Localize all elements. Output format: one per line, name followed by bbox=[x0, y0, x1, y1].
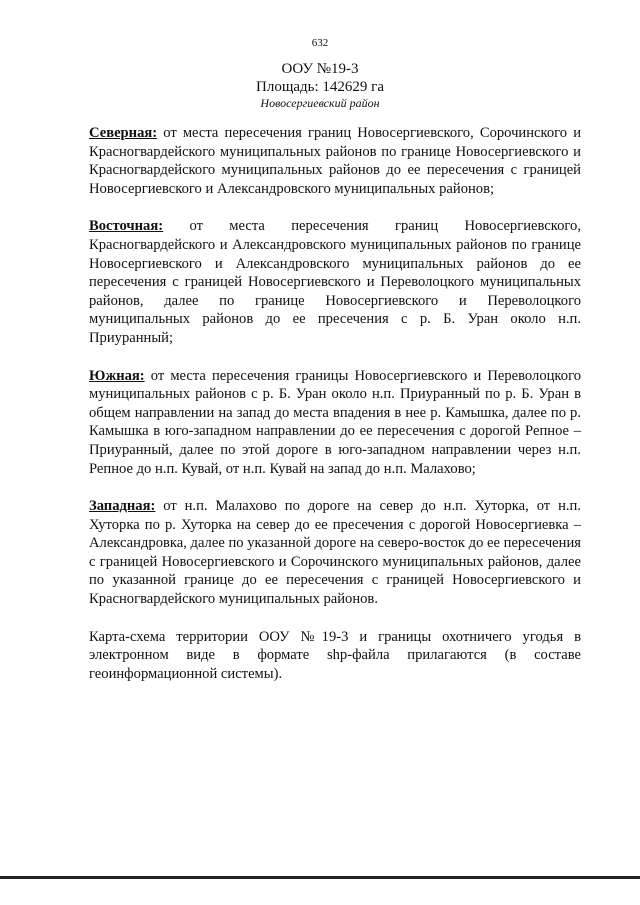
boundary-description bbox=[89, 124, 581, 683]
east-boundary bbox=[89, 217, 581, 347]
north-boundary bbox=[89, 124, 581, 198]
south-boundary bbox=[89, 367, 581, 479]
document-title: ООУ №19-3 bbox=[281, 61, 359, 77]
district-name: Новосергиевский район bbox=[260, 96, 380, 110]
south-label: Южная: bbox=[89, 367, 145, 384]
west-text: от н.п. Малахово по дороге на север до н.п. Хуторка, от н.п. Хуторка по р. Хуторка на север до ее пресечения с дорогой Новосергиевка – Александровка, далее по указанной дороге на северо-восток до ее пересечения с границей Новосергиевского и Сорочинского муниципальных районов, далее по указанной границе до ее пересечения с границей Новосергиевского и Красногвардейского муниципальных районов. bbox=[89, 498, 581, 608]
east-label: Восточная: bbox=[89, 218, 164, 235]
north-text: от места пересечения границ Новосергиевского, Сорочинского и Красногвардейского муниципальных районов по границе Новосергиевского и Красногвардейского муниципальных районов до ее пересечения с границей Новосергиевского и Александровского муниципальных районов; bbox=[89, 125, 581, 197]
page-number: 632 bbox=[311, 37, 329, 49]
west-boundary bbox=[89, 497, 581, 609]
area-line: Площадь: 142629 га bbox=[256, 79, 384, 95]
north-label: Северная: bbox=[89, 125, 158, 141]
south-text: от места пересечения границы Новосергиевского и Переволоцкого муниципальных районов с р. Б. Уран около н.п. Приуранный по р. Б. Уран в общем направлении на запад до места впадения в нее р. Камышка, далее по р. Камышка в юго-западном направлении до ее пересечения с дорогой Репное – Приуранный, далее по этой дороге в юго-западном направлении через н.п. Репное до н.п. Кувай, от н.п. Кувай на запад до н.п. Малахово; bbox=[89, 367, 581, 477]
map-attachment-note: Карта-схема территории ООУ №19-3 и границы охотничего угодья в электронном виде в формате shp-файла прилагаются (в составе геоинформационной системы). bbox=[89, 628, 581, 682]
bottom-rule bbox=[0, 876, 640, 879]
west-label: Западная: bbox=[89, 498, 156, 515]
document-header bbox=[0, 60, 640, 111]
east-text: от места пересечения границ Новосергиевского, Красногвардейского и Александровского муниципальных районов по границе Новосергиевского и Александровского муниципальных районов до ее пересечения с границей Новосергиевского и Переволоцкого муниципальных районов, далее по границе Новосергиевского и Переволоцкого муниципальных районов до ее пресечения с р. Б. Уран около н.п. Приуранный; bbox=[89, 218, 581, 346]
